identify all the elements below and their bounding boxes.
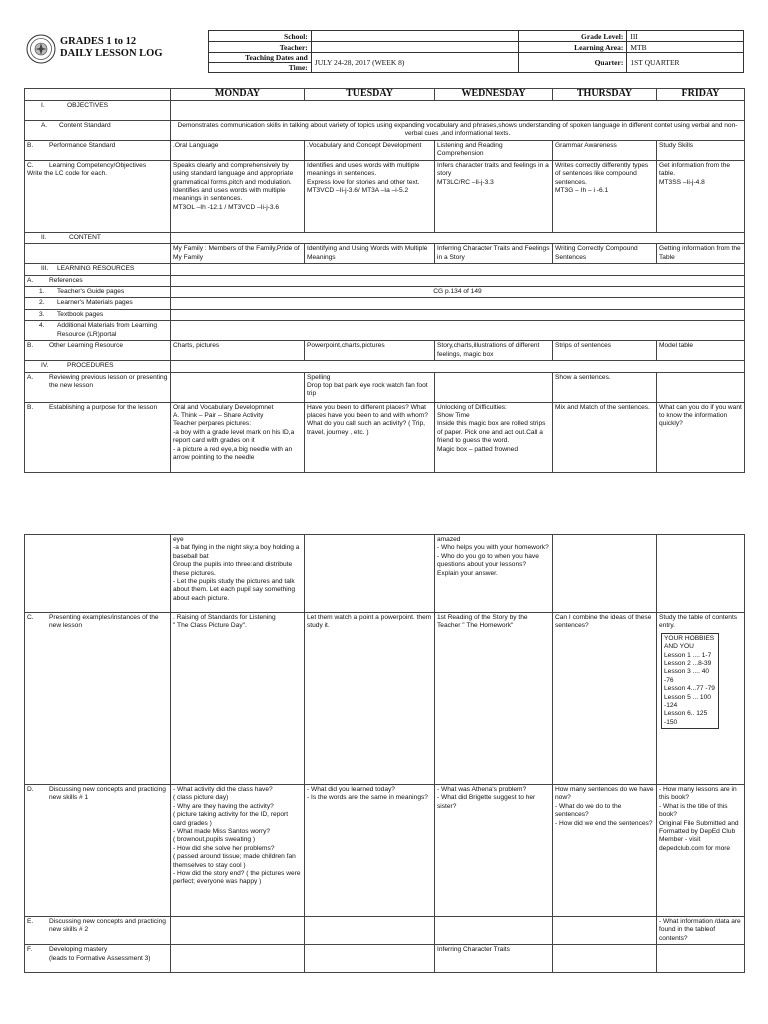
row-discussing-1 [25, 785, 745, 917]
cell-friday: - How many lessons are in this book? - What is the title of this book? Original File Submitted and Formatted by DepEd Club Member - visit depedclub.com for more [657, 785, 745, 917]
cell-friday [657, 613, 745, 785]
cell-friday: What can you do if you want to know the information quickly? [657, 402, 745, 472]
cell-thursday [553, 535, 657, 613]
row-label-note: Write the LC code for each. [27, 170, 108, 178]
title-line-1: GRADES 1 to 12 [60, 36, 137, 47]
cell-thursday: Can I combine the ideas of these sentences? [553, 613, 657, 785]
school-value [311, 31, 518, 42]
row-label: E. Discussing new concepts and practicing new skills # 2 [25, 917, 171, 945]
row-label-note: (leads to Formative Assessment 3) [49, 954, 151, 962]
dates-label-1: Teaching Dates and [209, 53, 312, 63]
row-reviewing [25, 372, 745, 402]
row-label: F. Developing mastery (leads to Formative Assessment 3) [25, 945, 171, 973]
day-header-blank [25, 89, 171, 101]
grade-level-value: III [627, 31, 744, 42]
row-teachers-guide [25, 287, 745, 298]
table-of-contents-box: YOUR HOBBIES AND YOU Lesson 1 .... 1-7 Lesson 2 ...8-39 Lesson 3 .... 40 -76 Lesson 4...77 -79 Lesson 5 ... 100 -124 Lesson 6.. 125 -150 [661, 633, 719, 729]
cell-wednesday [435, 917, 553, 945]
school-label: School: [209, 31, 312, 42]
cell-wednesday: Inferring Character Traits [435, 945, 553, 973]
row-content-standard [25, 121, 745, 141]
row-label: II. CONTENT [25, 232, 171, 243]
cell-thursday: Show a sentences. [553, 372, 657, 402]
cell-wednesday [435, 372, 553, 402]
row-label: C. Learning Competency/Objectives Write the LC code for each. [25, 160, 171, 232]
cell-monday [171, 917, 305, 945]
row-references [25, 275, 745, 286]
cell-tuesday: Powerpoint,charts,pictures [305, 341, 435, 361]
document-title [60, 36, 163, 60]
deped-seal-icon [26, 34, 56, 64]
row-label: 4. Additional Materials from Learning Resource (LR)portal [25, 321, 171, 341]
row-label: A. Reviewing previous lesson or presenting the new lesson [25, 372, 171, 402]
cell-friday [657, 945, 745, 973]
friday-instruction: Study the table of contents entry. [659, 614, 738, 630]
row-cell [171, 321, 745, 341]
content-standard-text: Demonstrates communication skills in talking about variety of topics using expanding vocabulary and phrases,shows understanding of spoken language in different contet using verbal and non-verbal cues ,and informational texts. [171, 121, 745, 141]
cell-monday: .Oral Language [171, 141, 305, 161]
cell-monday: - What activity did the class have? ( class picture day) - Why are they having the activity? ( picture taking activity for the ID, report card grades ) - What made Miss Santos worry? ( brownout,pupils sweating ) - How did she solve her problems? ( passed around tissue; made children fan themselves to stay cool ) - How did the story end? ( the pictures were perfect; everyone was happy ) [171, 785, 305, 917]
learning-area-value: MTB [627, 42, 744, 53]
row-performance-standard [25, 141, 745, 161]
row-cell [171, 232, 745, 243]
row-label: III. LEARNING RESOURCES [25, 264, 171, 275]
cell-thursday: Mix and Match of the sentences. [553, 402, 657, 472]
row-label: 1. Teacher's Guide pages [25, 287, 171, 298]
cell-monday: Charts, pictures [171, 341, 305, 361]
cell-monday [171, 372, 305, 402]
document-header [24, 30, 744, 76]
row-label: D. Discussing new concepts and practicing new skills # 1 [25, 785, 171, 917]
cell-friday: - What information /data are found in the tableof contents? [657, 917, 745, 945]
cell-monday: . Raising of Standards for Listening " The Class Picture Day". [171, 613, 305, 785]
cell-tuesday: - What did you learned today? - Is the words are the same in meanings? [305, 785, 435, 917]
cell-monday: My Family : Members of the Family,Pride of My Family [171, 244, 305, 264]
row-cell [171, 275, 745, 286]
row-competency [25, 160, 745, 232]
cell-tuesday: Identifying and Using Words with Multiple Meanings [305, 244, 435, 264]
cell-tuesday [305, 917, 435, 945]
row-label: A. Content Standard [25, 121, 171, 141]
row-label: A. References [25, 275, 171, 286]
cell-monday [171, 945, 305, 973]
row-cell [171, 361, 745, 372]
cell-thursday [553, 945, 657, 973]
cell-tuesday [305, 945, 435, 973]
cell-monday: Oral and Vocabulary Developmnet A. Think – Pair – Share Activity Teacher perpares pictures: -a boy with a grade level mark on his ID,a report card with grades on it - a picture a red eye,a big needle with an arrow pointing to the needle [171, 402, 305, 472]
cell-wednesday: - What was Athena's problem? - What did Brigette suggest to her sister? [435, 785, 553, 917]
day-header-monday: MONDAY [171, 89, 305, 101]
row-procedures [25, 361, 745, 372]
row-label: B. Other Learning Resource [25, 341, 171, 361]
cell-wednesday: amazed - Who helps you with your homework? - Who do you go to when you have questions about your lessons? Explain your answer. [435, 535, 553, 613]
day-header-thursday: THURSDAY [553, 89, 657, 101]
cell-monday: Speaks clearly and comprehensively by using standard language and appropriate grammatical forms,pitch and modulation. Identifies and uses words with multiple meanings in sentences. MT3OL –Ih -12.1 / MT3VCD –Ii-j-3.6 [171, 160, 305, 232]
row-label: B. Performance Standard [25, 141, 171, 161]
learning-area-label: Learning Area: [518, 42, 627, 53]
lesson-log-page-2 [24, 534, 744, 973]
cell-thursday: Writing Correctly Compound Sentences [553, 244, 657, 264]
cell-thursday [553, 917, 657, 945]
cell-thursday: How many sentences do we have now? - What do we do to the sentences? - How did we end the sentences? [553, 785, 657, 917]
row-textbook [25, 309, 745, 320]
cell-friday [657, 372, 745, 402]
row-label: B. Establishing a purpose for the lesson [25, 402, 171, 472]
cell-tuesday: Spelling Drop top bat park eye rock watch fan foot trip [305, 372, 435, 402]
cell-friday: Model table [657, 341, 745, 361]
cell-thursday: Strips of sentences [553, 341, 657, 361]
row-label: 3. Textbook pages [25, 309, 171, 320]
cell-wednesday: Infers character traits and feelings in a story MT3LC/RC –Ii-j-3.3 [435, 160, 553, 232]
lesson-table-page-2 [24, 534, 745, 973]
cell-thursday: Writes correctly differently types of sentences like compound sentences. MT3G – Ih – i -6.1 [553, 160, 657, 232]
quarter-value: 1ST QUARTER [627, 53, 744, 73]
row-cell [171, 264, 745, 275]
row-content-heading [25, 232, 745, 243]
row-content [25, 244, 745, 264]
row-establishing [25, 402, 745, 472]
row-label: IV. PROCEDURES [25, 361, 171, 372]
cell-tuesday [305, 535, 435, 613]
row-presenting [25, 613, 745, 785]
day-header-wednesday: WEDNESDAY [435, 89, 553, 101]
row-establishing-continued [25, 535, 745, 613]
cell-wednesday: Listening and Reading Comprehension [435, 141, 553, 161]
cell-friday: Get information from the table. MT3SS –Ii-j-4.8 [657, 160, 745, 232]
teacher-value [311, 42, 518, 53]
cell-friday [657, 535, 745, 613]
day-header-row [25, 89, 745, 101]
row-label [25, 535, 171, 613]
row-cell [171, 101, 745, 121]
lesson-table-page-1 [24, 88, 745, 473]
row-mastery [25, 945, 745, 973]
quarter-label: Quarter: [518, 53, 627, 73]
title-line-2: DAILY LESSON LOG [60, 48, 163, 59]
cell-friday: Getting information from the Table [657, 244, 745, 264]
cell-tuesday: Let them watch a point a powerpoint. them study it. [305, 613, 435, 785]
cell-friday: Study Skills [657, 141, 745, 161]
cell-monday: eye -a bat flying in the night sky;a boy holding a baseball bat Group the pupils into three:and distribute these pictures. - Let the pupils study the pictures and talk about them. Let each pupil say something about each picture. [171, 535, 305, 613]
cell-wednesday: Unlocking of Difficulties: Show Time Inside this magic box are rolled strips of paper. Pick one and act out.Call a friend to guess the word. Magic box – patted frowned [435, 402, 553, 472]
cell-wednesday: 1st Reading of the Story by the Teacher " The Homework" [435, 613, 553, 785]
lesson-log-page-1 [24, 30, 744, 473]
row-cell [171, 309, 745, 320]
row-label: C. Presenting examples/instances of the new lesson [25, 613, 171, 785]
grade-level-label: Grade Level: [518, 31, 627, 42]
row-label: 2. Learner's Materials pages [25, 298, 171, 309]
dates-label-2: Time: [209, 63, 312, 73]
cell-thursday: Grammar Awareness [553, 141, 657, 161]
header-info-table [208, 30, 744, 73]
day-header-friday: FRIDAY [657, 89, 745, 101]
row-cell [171, 298, 745, 309]
row-label: I. OBJECTIVES [25, 101, 171, 121]
teacher-label: Teacher: [209, 42, 312, 53]
cell-wednesday: Story,charts,illustrations of different feelings, magic box [435, 341, 553, 361]
dates-value: JULY 24-28, 2017 (WEEK 8) [311, 53, 518, 73]
row-learners-materials [25, 298, 745, 309]
row-discussing-2 [25, 917, 745, 945]
row-other-resource [25, 341, 745, 361]
teachers-guide-value: CG p.134 of 149 [171, 287, 745, 298]
cell-wednesday: Inferring Character Traits and Feelings in a Story [435, 244, 553, 264]
cell-tuesday: Have you been to different places? What places have you been to and with whom?What do you call such an activity? ( Trip, travel, journey , etc. ) [305, 402, 435, 472]
cell-tuesday: .Vocabulary and Concept Development [305, 141, 435, 161]
cell-tuesday: Identifies and uses words with multiple meanings in sentences. Express love for stories and other text. MT3VCD –Ii-j-3.6/ MT3A –Ia –i-5.2 [305, 160, 435, 232]
row-additional-materials [25, 321, 745, 341]
day-header-tuesday: TUESDAY [305, 89, 435, 101]
row-label [25, 244, 171, 264]
row-objectives [25, 101, 745, 121]
row-learning-resources [25, 264, 745, 275]
